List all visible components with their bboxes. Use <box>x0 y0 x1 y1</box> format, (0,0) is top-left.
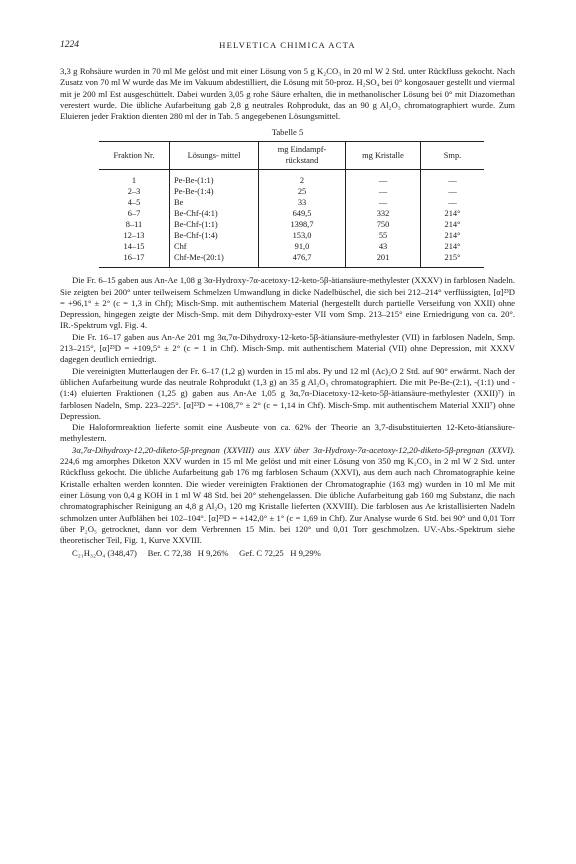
cell-smp: 214° <box>421 230 485 241</box>
cell-smp: 214° <box>421 208 485 219</box>
body-text <box>60 275 515 559</box>
cell-loesungsmittel: Be-Chf-(4:1) <box>170 208 259 219</box>
cell-loesungsmittel: Pe-Be-(1:4) <box>170 186 259 197</box>
cell-loesungsmittel: Chf-Me-(20:1) <box>170 252 259 268</box>
cell-kristalle: 332 <box>346 208 421 219</box>
intro-paragraph: 3,3 g Rohsäure wurden in 70 ml Me gelöst und mit einer Lösung von 5 g K₂CO₃ in 20 ml W 2 Std. unter Rückfluss gekocht. Nach Zusatz von 70 ml W wurde das Me im Vakuum abdestilliert, die Lösung mit 50-proz. H₂SO₄ bei 0° kongosauer gestellt und viermal mit je 200 ml Est ausgeschüttelt. Dabei wurden 3,05 g rohe Säure erhalten, die in methanolischer Lösung bei 0° mit Diazomethan verestert wurde. Die übliche Aufarbeitung gab 2,8 g neutrales Rohprodukt, das an 90 g Al₂O₃ chromatographiert wurde. Zum Eluieren jeder Fraktion dienten 280 ml der in Tab. 5 angegebenen Lösungsmittel. <box>60 66 515 122</box>
table-row <box>99 170 484 187</box>
cell-eindampf: 25 <box>259 186 346 197</box>
cell-fraktion: 16–17 <box>123 252 145 262</box>
cell-kristalle: 43 <box>346 241 421 252</box>
cell-kristalle: 201 <box>346 252 421 268</box>
table-5 <box>99 141 484 268</box>
table-row <box>99 208 484 219</box>
cell-fraktion: 1 <box>131 175 137 185</box>
table-row <box>99 186 484 197</box>
cell-kristalle: — <box>346 197 421 208</box>
cell-fraktion: 2–3 <box>127 186 141 196</box>
cell-loesungsmittel: Pe-Be-(1:1) <box>170 170 259 187</box>
section-body: 224,6 mg amorphes Diketon XXV wurden in 15 ml Me gelöst und mit einer Lösung von 350 mg K₂CO₃ in 2 ml W 2 Std. unter Rückfluss gekocht. Die übliche Aufarbeitung gab 176 mg farblosen Schaum (XXVI), aus dem auch nach Chromatographie keine Kristalle erhalten werden konnten. Die wieder vereinigten Fraktionen der Chromatographie (163 mg) wurden in 10 ml Me mit einer Lösung von 0,4 g KOH in 1 ml W 48 Std. bei 20° stehengelassen. Die übliche Aufarbeitung gab 160 mg Substanz, die nach chromatographischer Reinigung an 4,8 g Al₂O₃ 120 mg Kristalle lieferten (XXVIII). Die farblosen aus Ae kristallisierten Nadeln schmolzen unter Aufblähen bei 102–104°. [α]²³D = +142,0° ± 1° (c = 1,69 in Chf). Zur Analyse wurde 6 Std. bei 90° und 0,01 Torr über P₂O₅ getrocknet, dann vor dem Verbrennen 15 Min. bei 120° und 0,01 Torr geschmolzen. UV.-Abs.-Spektrum siehe theoretischer Teil, Fig. 1, Kurve XXVIII. <box>60 456 515 546</box>
cell-eindampf: 649,5 <box>259 208 346 219</box>
page <box>60 40 515 560</box>
cell-smp: — <box>421 170 485 187</box>
cell-kristalle: — <box>346 186 421 197</box>
col-header-kristalle: mg Kristalle <box>346 142 421 170</box>
table-row <box>99 252 484 268</box>
paragraph-haloform-yield: Die Haloformreaktion lieferte somit eine Ausbeute von ca. 62% der Theorie an 3,7-disubstituierten 12-Keto-ätiansäure-methylestern. <box>60 422 515 444</box>
cell-kristalle: — <box>346 170 421 187</box>
paragraph-fractions-6-15: Die Fr. 6–15 gaben aus An-Ae 1,08 g 3α-Hydroxy-7α-acetoxy-12-keto-5β-ätiansäure-methylester (XXXV) in farblosen Nadeln. Sie zeigten bei 200° unter teilweisem Schmelzen Umwandlung in dicke Nadelbüschel, die sich bei 212–214° verflüssigten, [α]²³D = +96,1° ± 2° (c = 1,3 in Chf); Misch-Smp. mit authentischem Material (hergestellt durch partielle Verseifung von XXII) ohne Depression, hingegen zeigte der Misch-Smp. mit dem Dihydroxy-ester VII vom Smp. 213–215° eine Erniedrigung von ca. 20°. IR.-Spektrum vgl. Fig. 4. <box>60 275 515 331</box>
table-caption: Tabelle 5 <box>271 127 304 138</box>
journal-title: HELVETICA CHIMICA ACTA <box>219 40 356 50</box>
section-heading: 3α,7α-Dihydroxy-12,20-diketo-5β-pregnan (XXVIII) aus XXV über 3α-Hydroxy-7α-acetoxy-12,20-diketo-5β-pregnan (XXVI). <box>72 444 515 455</box>
cell-loesungsmittel: Be-Chf-(1:1) <box>170 219 259 230</box>
cell-fraktion: 8–11 <box>125 219 143 229</box>
cell-smp: — <box>421 197 485 208</box>
page-number: 1224 <box>60 40 79 50</box>
col-header-fraktion: Fraktion Nr. <box>99 142 170 170</box>
col-header-loesungsmittel: Lösungs- mittel <box>170 142 259 170</box>
cell-smp: 214° <box>421 219 485 230</box>
cell-smp: — <box>421 186 485 197</box>
cell-smp: 214° <box>421 241 485 252</box>
running-header <box>60 40 515 56</box>
cell-loesungsmittel: Chf <box>170 241 259 252</box>
col-header-eindampfrueckstand: mg Eindampf- rückstand <box>259 142 346 170</box>
paragraph-fractions-16-17: Die Fr. 16–17 gaben aus An-Ae 201 mg 3α,7α-Dihydroxy-12-keto-5β-ätiansäure-methylester (VII) in farblosen Nadeln, Smp. 213–215°, [α]²³D = +109,5° ± 2° (c = 1 in Chf). Misch-Smp. mit authentischem Material (VII) ohne Depression, mit XXXV dagegen deutlich erniedrigt. <box>60 331 515 365</box>
cell-eindampf: 1398,7 <box>259 219 346 230</box>
table-row <box>99 219 484 230</box>
paragraph-pregnan-synthesis <box>60 445 515 547</box>
cell-eindampf: 476,7 <box>259 252 346 268</box>
analysis-formula: C₂₁H₃₂O₄ (348,47) Ber. C 72,38 H 9,26% Gef. C 72,25 H 9,29% <box>72 548 321 559</box>
col-header-smp: Smp. <box>421 142 485 170</box>
cell-eindampf: 91,0 <box>259 241 346 252</box>
cell-eindampf: 2 <box>259 170 346 187</box>
table-row <box>99 197 484 208</box>
cell-loesungsmittel: Be-Chf-(1:4) <box>170 230 259 241</box>
cell-kristalle: 55 <box>346 230 421 241</box>
cell-loesungsmittel: Be <box>170 197 259 208</box>
paragraph-mother-liquors: Die vereinigten Mutterlaugen der Fr. 6–17 (1,2 g) wurden in 15 ml abs. Py und 12 ml (Ac)₂O 2 Std. auf 90° erwärmt. Nach der üblichen Aufarbeitung wurde das neutrale Rohprodukt (1,3 g) an 35 g Al₂O₃ chromatographiert. Die mit Pe-Be-(2:1), -(1:1) und -(1:4) eluierten Fraktionen (1,25 g) gaben aus An-Ae 1,05 g 3α,7α-Diacetoxy-12-keto-5β-ätiansäure-methylester (XXII)⁷) in farblosen Nadeln, Smp. 223–225°. [α]²³D = +108,7° ± 2° (c = 1,14 in Chf). Misch-Smp. mit authentischem Material XXII⁷) ohne Depression. <box>60 365 515 421</box>
cell-eindampf: 33 <box>259 197 346 208</box>
cell-kristalle: 750 <box>346 219 421 230</box>
table-header-row <box>99 142 484 170</box>
table-row <box>99 230 484 241</box>
table-row <box>99 241 484 252</box>
cell-fraktion: 6–7 <box>127 208 141 218</box>
cell-fraktion: 4–5 <box>127 197 141 207</box>
cell-eindampf: 153,0 <box>259 230 346 241</box>
cell-smp: 215° <box>421 252 485 268</box>
cell-fraktion: 14–15 <box>123 241 145 251</box>
cell-fraktion: 12–13 <box>123 230 145 240</box>
